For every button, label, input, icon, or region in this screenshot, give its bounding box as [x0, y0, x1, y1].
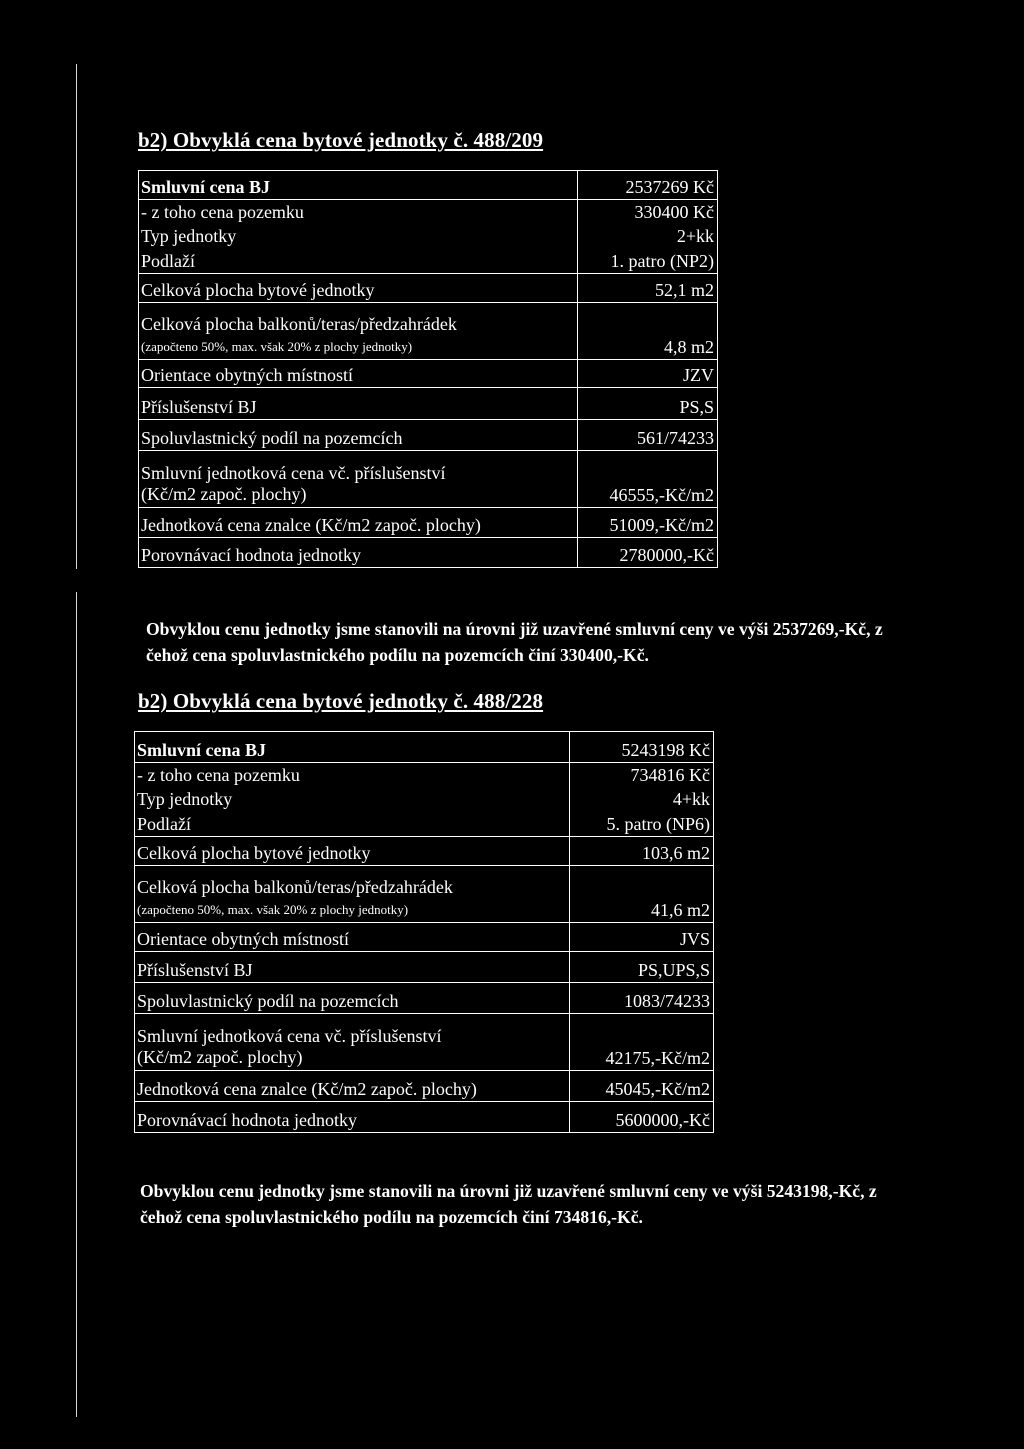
- row-label: - z toho cena pozemku: [141, 202, 304, 222]
- row-label: Porovnávací hodnota jednotky: [137, 1110, 357, 1130]
- row-label: Celková plocha balkonů/teras/předzahrádek (započteno 50%, max. však 20% z plochy jednotky): [141, 314, 457, 354]
- row-label: Celková plocha bytové jednotky: [137, 843, 371, 863]
- conclusion-paragraph: Obvyklou cenu jednotky jsme stanovili na úrovni již uzavřené smluvní ceny ve výši 5243198,-Kč, z čehož cena spoluvlastnického podílu na pozemcích činí 734816,-Kč.: [140, 1181, 877, 1227]
- row-value: 330400 Kč: [634, 202, 714, 222]
- table-row: [135, 866, 713, 923]
- table-row: [135, 1102, 713, 1132]
- row-label: Smluvní jednotková cena vč. příslušenství (Kč/m2 započ. plochy): [137, 1026, 442, 1067]
- table-row: [139, 388, 717, 420]
- table-row: [139, 451, 717, 508]
- table-row: [135, 923, 713, 952]
- row-label: Smluvní jednotková cena vč. příslušenství (Kč/m2 započ. plochy): [141, 463, 446, 504]
- table-row: [139, 303, 717, 360]
- row-value: 1083/74233: [623, 991, 710, 1011]
- row-label: Jednotková cena znalce (Kč/m2 započ. plochy): [141, 515, 481, 535]
- conclusion-paragraph: Obvyklou cenu jednotky jsme stanovili na úrovni již uzavřené smluvní ceny ve výši 2537269,-Kč, z čehož cena spoluvlastnického podílu na pozemcích činí 330400,-Kč.: [146, 619, 883, 665]
- row-label: Celková plocha bytové jednotky: [141, 280, 375, 300]
- table-row: [135, 811, 713, 837]
- table-row: [139, 360, 717, 388]
- left-margin-line: [76, 592, 77, 1417]
- table-row: [135, 837, 713, 866]
- row-label: Typ jednotky: [137, 789, 233, 809]
- row-label: Smluvní cena BJ: [141, 177, 271, 197]
- row-label: - z toho cena pozemku: [137, 765, 300, 785]
- row-label: Orientace obytných místností: [137, 929, 349, 949]
- row-label: Příslušenství BJ: [137, 960, 253, 980]
- row-value: 41,6 m2: [650, 900, 710, 920]
- table-row: [135, 1014, 713, 1071]
- table-row: [135, 732, 713, 763]
- row-value: 4+kk: [672, 789, 710, 809]
- table-row: [139, 200, 717, 224]
- row-value: 5. patro (NP6): [606, 814, 710, 834]
- table-row: [139, 171, 717, 200]
- row-label: Celková plocha balkonů/teras/předzahrádek (započteno 50%, max. však 20% z plochy jednotky): [137, 877, 453, 917]
- table-row: [139, 508, 717, 538]
- table-row: [139, 420, 717, 451]
- row-label: Smluvní cena BJ: [137, 740, 267, 760]
- row-value: 103,6 m2: [641, 843, 710, 863]
- table-row: [139, 538, 717, 567]
- table-row: [139, 224, 717, 248]
- row-value: JVS: [679, 929, 710, 949]
- row-value: 2537269 Kč: [625, 177, 714, 197]
- row-label: Podlaží: [137, 814, 191, 834]
- row-value: 561/74233: [636, 428, 714, 448]
- row-value: 5600000,-Kč: [615, 1110, 710, 1130]
- row-value: JZV: [683, 365, 714, 385]
- row-label: Porovnávací hodnota jednotky: [141, 545, 361, 565]
- row-label: Jednotková cena znalce (Kč/m2 započ. plochy): [137, 1079, 477, 1099]
- row-value: 51009,-Kč/m2: [609, 515, 714, 535]
- table-row: [135, 983, 713, 1014]
- table-row: [135, 787, 713, 811]
- table-row: [135, 1071, 713, 1102]
- row-value: 734816 Kč: [630, 765, 710, 785]
- row-value: 52,1 m2: [654, 280, 714, 300]
- row-label: Spoluvlastnický podíl na pozemcích: [137, 991, 399, 1011]
- row-value: 45045,-Kč/m2: [605, 1079, 710, 1099]
- row-label: Orientace obytných místností: [141, 365, 353, 385]
- row-label: Podlaží: [141, 251, 195, 271]
- row-value: 46555,-Kč/m2: [609, 485, 714, 505]
- row-label: Příslušenství BJ: [141, 397, 257, 417]
- row-value: 2780000,-Kč: [619, 545, 714, 565]
- table-row: [139, 248, 717, 274]
- row-label: Typ jednotky: [141, 226, 237, 246]
- table-row: [135, 763, 713, 787]
- row-value: 1. patro (NP2): [610, 251, 714, 271]
- row-value: 42175,-Kč/m2: [605, 1048, 710, 1068]
- row-value: 5243198 Kč: [621, 740, 710, 760]
- section-heading: b2) Obvyklá cena bytové jednotky č. 488/209: [138, 128, 544, 152]
- valuation-table: [134, 731, 714, 1133]
- row-value: 4,8 m2: [663, 337, 714, 357]
- left-margin-line: [76, 64, 77, 569]
- valuation-table: [138, 170, 718, 568]
- table-row: [139, 274, 717, 303]
- row-value: 2+kk: [676, 226, 714, 246]
- table-row: [135, 952, 713, 983]
- row-value: PS,UPS,S: [637, 960, 710, 980]
- section-heading: b2) Obvyklá cena bytové jednotky č. 488/228: [138, 689, 544, 713]
- row-label: Spoluvlastnický podíl na pozemcích: [141, 428, 403, 448]
- row-value: PS,S: [679, 397, 714, 417]
